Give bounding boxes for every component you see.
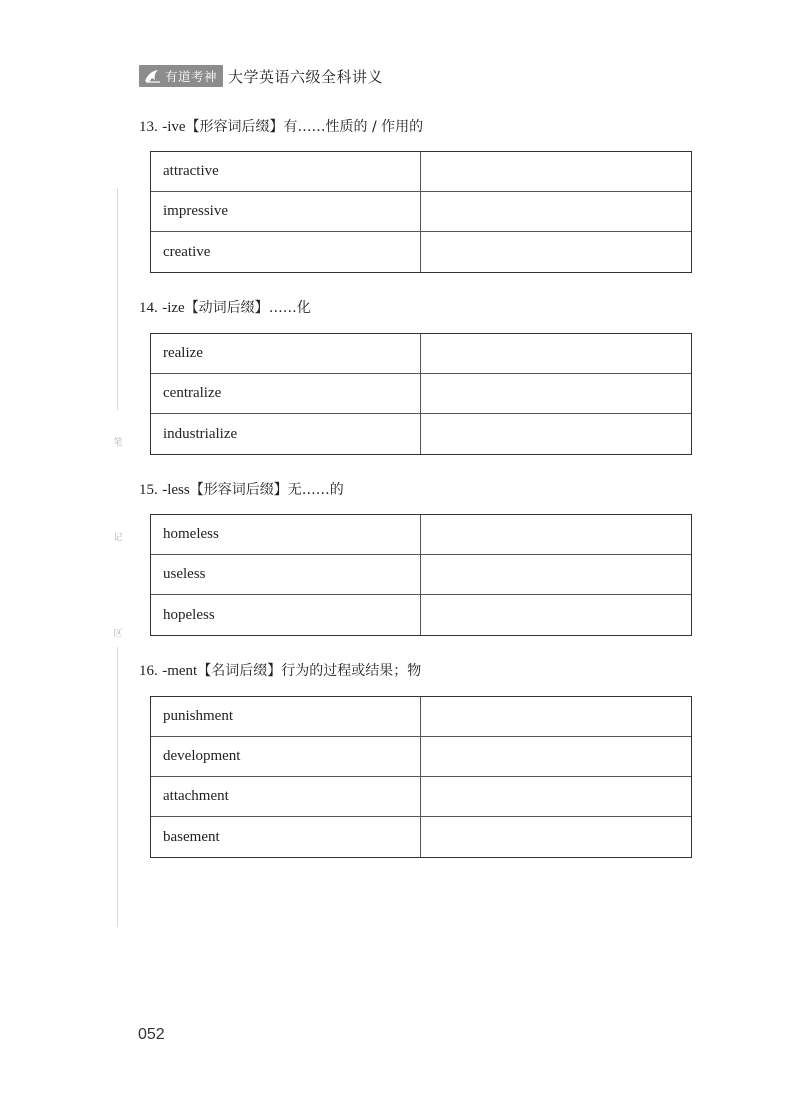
word-table xyxy=(150,333,692,455)
word-cell: industrialize xyxy=(151,414,421,454)
table-row xyxy=(151,152,691,192)
word-cell: useless xyxy=(151,555,421,594)
table-row xyxy=(151,737,691,777)
section-number: 16. xyxy=(139,663,158,679)
section-heading xyxy=(139,660,421,680)
page-number: 052 xyxy=(138,1026,165,1043)
word-cell: hopeless xyxy=(151,595,421,635)
section-suffix: -ize xyxy=(162,300,185,316)
section-meaning: 行为的过程或结果；物 xyxy=(281,663,422,679)
answer-cell xyxy=(421,414,691,454)
section-suffix: -ment xyxy=(162,663,198,679)
word-cell: attractive xyxy=(151,152,421,191)
answer-cell xyxy=(421,334,691,373)
margin-note-char: 记 xyxy=(113,533,123,543)
word-cell: punishment xyxy=(151,697,421,736)
word-cell: realize xyxy=(151,334,421,373)
word-table xyxy=(150,696,692,858)
answer-cell xyxy=(421,555,691,594)
answer-cell xyxy=(421,515,691,554)
table-row xyxy=(151,192,691,232)
answer-cell xyxy=(421,777,691,816)
section-number: 15. xyxy=(139,482,158,498)
margin-line-top xyxy=(117,188,118,410)
section-meaning: 无……的 xyxy=(287,482,344,498)
section-meaning: ……化 xyxy=(268,300,311,316)
brand-logo-icon xyxy=(143,68,163,84)
table-row xyxy=(151,232,691,272)
brand-name: 有道考神 xyxy=(165,69,218,84)
word-cell: impressive xyxy=(151,192,421,231)
section-suffix: -less xyxy=(162,482,190,498)
answer-cell xyxy=(421,152,691,191)
section-tag: 【形容词后缀】 xyxy=(185,119,284,135)
section-tag: 【形容词后缀】 xyxy=(189,482,288,498)
table-row xyxy=(151,374,691,414)
table-row xyxy=(151,595,691,635)
section-tag: 【名词后缀】 xyxy=(197,663,282,679)
book-title: 大学英语六级全科讲义 xyxy=(228,67,384,86)
answer-cell xyxy=(421,697,691,736)
word-cell: development xyxy=(151,737,421,776)
answer-cell xyxy=(421,192,691,231)
section-number: 13. xyxy=(139,119,158,135)
margin-note-char: 区 xyxy=(113,629,123,639)
answer-cell xyxy=(421,374,691,413)
table-row xyxy=(151,555,691,595)
word-cell: homeless xyxy=(151,515,421,554)
section-heading xyxy=(139,297,311,317)
margin-line-bottom xyxy=(117,647,118,927)
page-header xyxy=(139,64,383,88)
table-row xyxy=(151,515,691,555)
section-meaning: 有……性质的 / 作用的 xyxy=(283,119,424,135)
section-heading xyxy=(139,116,423,136)
word-cell: attachment xyxy=(151,777,421,816)
table-row xyxy=(151,777,691,817)
table-row xyxy=(151,817,691,857)
answer-cell xyxy=(421,817,691,857)
answer-cell xyxy=(421,595,691,635)
word-cell: basement xyxy=(151,817,421,857)
brand-badge xyxy=(139,65,223,87)
margin-note-char: 笔 xyxy=(113,438,123,448)
section-suffix: -ive xyxy=(162,119,186,135)
section-number: 14. xyxy=(139,300,158,316)
table-row xyxy=(151,414,691,454)
word-cell: creative xyxy=(151,232,421,272)
table-row xyxy=(151,334,691,374)
section-heading xyxy=(139,479,344,499)
answer-cell xyxy=(421,737,691,776)
section-tag: 【动词后缀】 xyxy=(184,300,269,316)
word-cell: centralize xyxy=(151,374,421,413)
answer-cell xyxy=(421,232,691,272)
word-table xyxy=(150,514,692,636)
word-table xyxy=(150,151,692,273)
table-row xyxy=(151,697,691,737)
